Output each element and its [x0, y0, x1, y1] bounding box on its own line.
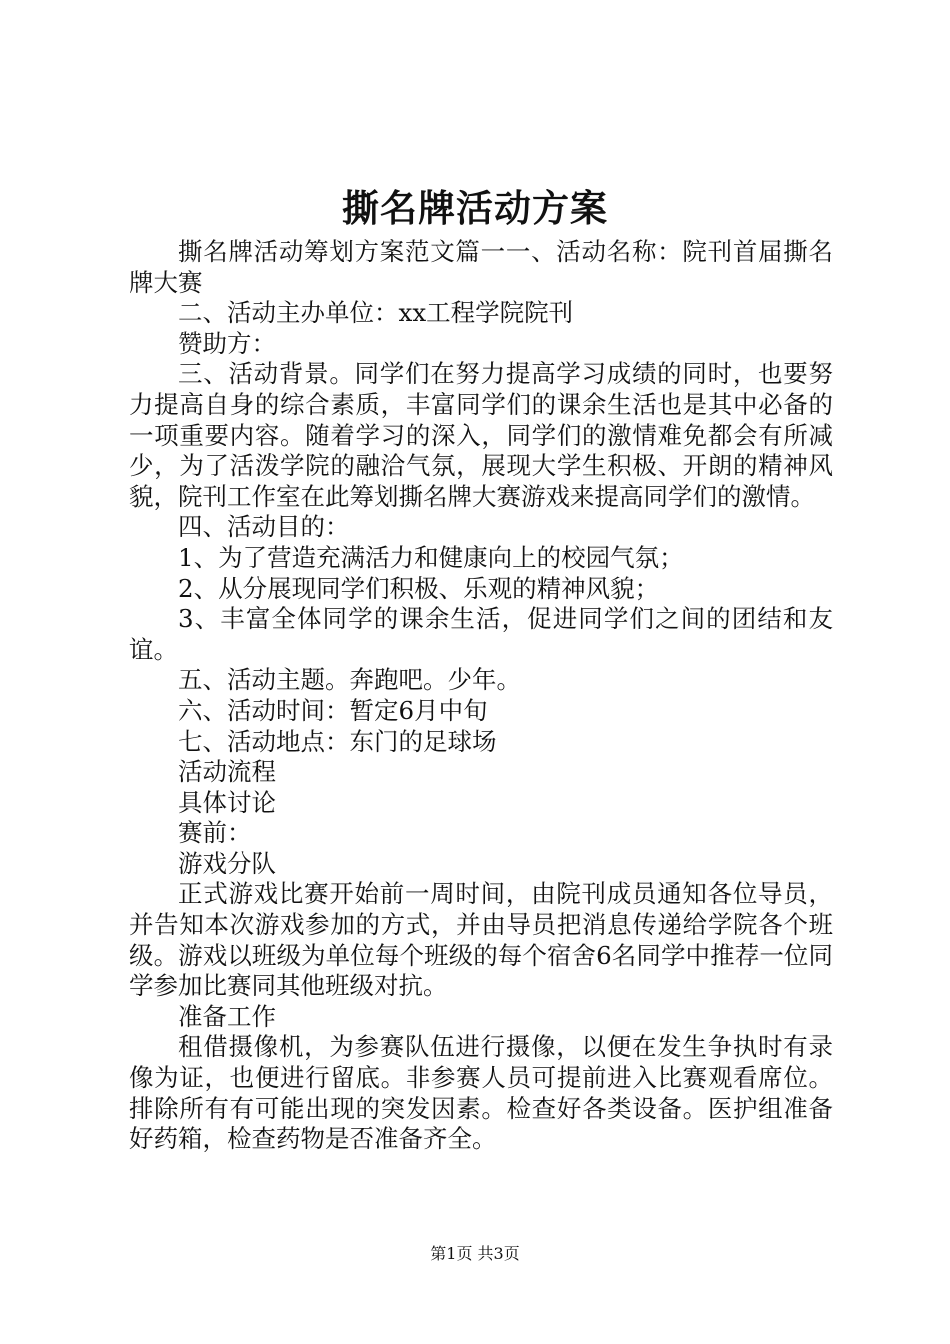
document-body — [129, 237, 833, 1155]
page-total: 共3页 — [477, 1244, 520, 1263]
paragraph-discussion: 具体讨论 — [178, 787, 276, 817]
page-number: 第1页 — [430, 1244, 473, 1263]
page-title: 撕名牌活动方案 — [342, 186, 608, 230]
paragraph-preparation-heading: 准备工作 — [178, 1001, 276, 1031]
paragraph-activity-name: 撕名牌活动筹划方案范文篇一一、活动名称：院刊首届撕名牌大赛 — [129, 237, 833, 297]
page-footer — [0, 1244, 950, 1264]
paragraph-team-details: 正式游戏比赛开始前一周时间，由院刊成员通知各位导员，并告知本次游戏参加的方式，并由导员把消息传递给学院各个班级。游戏以班级为单位每个班级的每个宿舍6名同学中推荐一位同学参加比赛同其他班级对抗。 — [129, 879, 833, 1001]
paragraph-location: 七、活动地点：东门的足球场 — [178, 726, 497, 756]
paragraph-purpose-1: 1、为了营造充满活力和健康向上的校园气氛； — [178, 542, 684, 572]
paragraph-purpose-heading: 四、活动目的： — [178, 512, 350, 542]
paragraph-team-division: 游戏分队 — [178, 848, 276, 878]
paragraph-background: 三、活动背景。同学们在努力提高学习成绩的同时，也要努力提高自身的综合素质，丰富同学们的课余生活也是其中必备的一项重要内容。随着学习的深入，同学们的激情难免都会有所减少，为了活泼学院的融洽气氛，展现大学生积极、开朗的精神风貌，院刊工作室在此筹划撕名牌大赛游戏来提高同学们的激情。 — [129, 359, 833, 511]
paragraph-theme: 五、活动主题。奔跑吧。少年。 — [178, 665, 521, 695]
paragraph-purpose-2: 2、从分展现同学们积极、乐观的精神风貌； — [178, 573, 660, 603]
paragraph-sponsor: 赞助方： — [178, 328, 276, 358]
paragraph-process-heading: 活动流程 — [178, 757, 276, 787]
paragraph-organizer: 二、活动主办单位：xx工程学院院刊 — [178, 298, 574, 328]
paragraph-pre-game: 赛前： — [178, 818, 252, 848]
paragraph-purpose-3: 3、丰富全体同学的课余生活，促进同学们之间的团结和友谊。 — [129, 604, 833, 664]
paragraph-time: 六、活动时间：暂定6月中旬 — [178, 695, 488, 725]
paragraph-preparation-details: 租借摄像机，为参赛队伍进行摄像，以便在发生争执时有录像为证，也便进行留底。非参赛人员可提前进入比赛观看席位。排除所有有可能出现的突发因素。检查好各类设备。医护组准备好药箱，检查药物是否准备齐全。 — [129, 1032, 833, 1154]
